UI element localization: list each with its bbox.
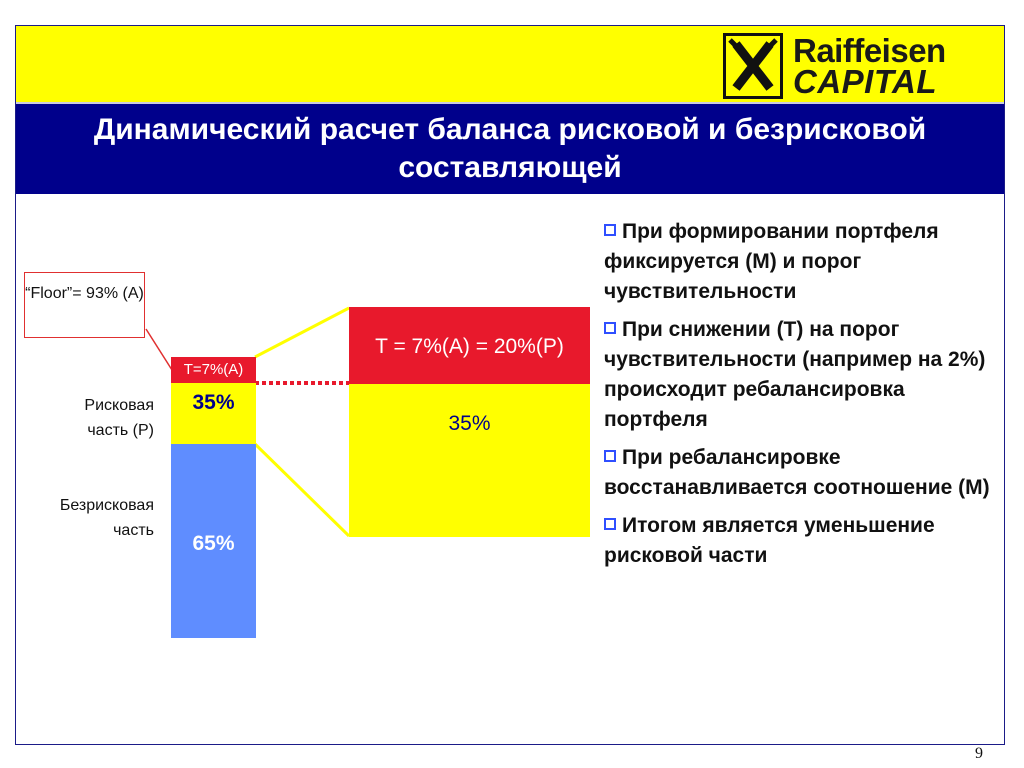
small-risky-segment (171, 383, 256, 444)
small-risky-pct: 35% (192, 391, 235, 414)
floor-callout (24, 272, 145, 338)
checkbox-bullet-icon (604, 518, 616, 530)
floor-label: “Floor”= 93% (A) (25, 285, 144, 302)
riskless-part-label: Безрисковая часть (59, 497, 154, 539)
logo-emblem-icon (723, 33, 783, 99)
checkbox-bullet-icon (604, 450, 616, 462)
large-risky-pct: 35% (448, 412, 491, 435)
small-threshold-segment (171, 357, 256, 383)
large-risky-segment (349, 384, 590, 537)
bullet-item: При снижении (Т) на порог чувствительности (например на 2%) происходит ребалансировка портфеля (604, 318, 986, 431)
checkbox-bullet-icon (604, 224, 616, 236)
large-threshold-label: T = 7%(A) = 20%(P) (375, 335, 564, 358)
bullet-item: При ребалансировке восстанавливается соотношение (М) (604, 446, 990, 499)
raiffeisen-logo (723, 33, 968, 99)
page-number: 9 (975, 745, 983, 762)
logo-subtitle: CAPITAL (793, 63, 938, 100)
bullet-item: При формировании портфеля фиксируется (М) и порог чувствительности (604, 220, 939, 303)
small-riskless-pct: 65% (192, 532, 235, 555)
checkbox-bullet-icon (604, 322, 616, 334)
bullet-list (604, 217, 1004, 579)
logo-name: Raiffeisen (793, 32, 946, 69)
title-bar (16, 102, 1004, 194)
bullet-item: Итогом является уменьшение рисковой части (604, 514, 935, 567)
small-threshold-label: T=7%(A) (183, 361, 244, 378)
slide-title: Динамический расчет баланса рисковой и безрисковой составляющей (93, 113, 927, 184)
risky-part-label: Рисковая часть (Р) (84, 397, 154, 439)
large-threshold-segment (349, 307, 590, 384)
small-riskless-segment (171, 444, 256, 638)
